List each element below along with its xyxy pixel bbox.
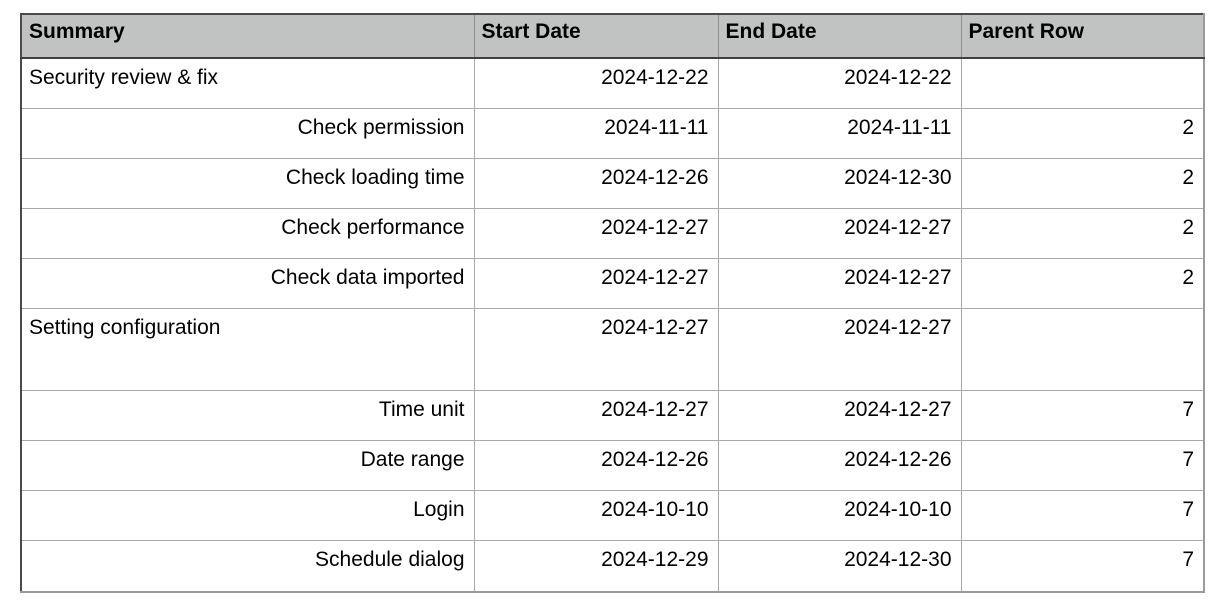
start-date-cell: 2024-12-27 bbox=[474, 308, 718, 390]
summary-cell: Time unit bbox=[21, 390, 474, 440]
parent-row-cell: 7 bbox=[961, 390, 1204, 440]
parent-row-cell: 2 bbox=[961, 258, 1204, 308]
start-date-cell: 2024-12-26 bbox=[474, 158, 718, 208]
parent-row-cell: 2 bbox=[961, 108, 1204, 158]
summary-cell: Security review & fix bbox=[21, 58, 474, 108]
table-row[interactable] bbox=[21, 308, 1204, 390]
start-date-cell: 2024-12-22 bbox=[474, 58, 718, 108]
summary-cell: Login bbox=[21, 490, 474, 540]
summary-cell: Setting configuration bbox=[21, 308, 474, 390]
column-header-parent-row: Parent Row bbox=[961, 14, 1204, 58]
table-row[interactable] bbox=[21, 58, 1204, 108]
summary-cell: Check performance bbox=[21, 208, 474, 258]
parent-row-cell bbox=[961, 308, 1204, 390]
end-date-cell: 2024-12-30 bbox=[718, 158, 961, 208]
parent-row-cell: 2 bbox=[961, 158, 1204, 208]
start-date-cell: 2024-10-10 bbox=[474, 490, 718, 540]
task-table bbox=[20, 13, 1205, 593]
end-date-cell: 2024-12-26 bbox=[718, 440, 961, 490]
summary-cell: Check loading time bbox=[21, 158, 474, 208]
parent-row-cell: 7 bbox=[961, 440, 1204, 490]
end-date-cell: 2024-10-10 bbox=[718, 490, 961, 540]
end-date-cell: 2024-12-27 bbox=[718, 258, 961, 308]
end-date-cell: 2024-12-27 bbox=[718, 390, 961, 440]
parent-row-cell: 7 bbox=[961, 540, 1204, 592]
start-date-cell: 2024-12-27 bbox=[474, 390, 718, 440]
table-row[interactable] bbox=[21, 208, 1204, 258]
start-date-cell: 2024-11-11 bbox=[474, 108, 718, 158]
column-header-end-date: End Date bbox=[718, 14, 961, 58]
table-row[interactable] bbox=[21, 158, 1204, 208]
end-date-cell: 2024-12-22 bbox=[718, 58, 961, 108]
end-date-cell: 2024-12-30 bbox=[718, 540, 961, 592]
summary-cell: Check permission bbox=[21, 108, 474, 158]
start-date-cell: 2024-12-27 bbox=[474, 208, 718, 258]
summary-cell: Schedule dialog bbox=[21, 540, 474, 592]
table-row[interactable] bbox=[21, 258, 1204, 308]
summary-cell: Date range bbox=[21, 440, 474, 490]
table-row[interactable] bbox=[21, 108, 1204, 158]
table-row[interactable] bbox=[21, 390, 1204, 440]
start-date-cell: 2024-12-27 bbox=[474, 258, 718, 308]
parent-row-cell: 7 bbox=[961, 490, 1204, 540]
table-row[interactable] bbox=[21, 440, 1204, 490]
table-row[interactable] bbox=[21, 540, 1204, 592]
end-date-cell: 2024-12-27 bbox=[718, 308, 961, 390]
start-date-cell: 2024-12-26 bbox=[474, 440, 718, 490]
summary-cell: Check data imported bbox=[21, 258, 474, 308]
column-header-summary: Summary bbox=[21, 14, 474, 58]
table-header-row bbox=[21, 14, 1204, 58]
start-date-cell: 2024-12-29 bbox=[474, 540, 718, 592]
parent-row-cell bbox=[961, 58, 1204, 108]
end-date-cell: 2024-11-11 bbox=[718, 108, 961, 158]
table-row[interactable] bbox=[21, 490, 1204, 540]
parent-row-cell: 2 bbox=[961, 208, 1204, 258]
column-header-start-date: Start Date bbox=[474, 14, 718, 58]
end-date-cell: 2024-12-27 bbox=[718, 208, 961, 258]
